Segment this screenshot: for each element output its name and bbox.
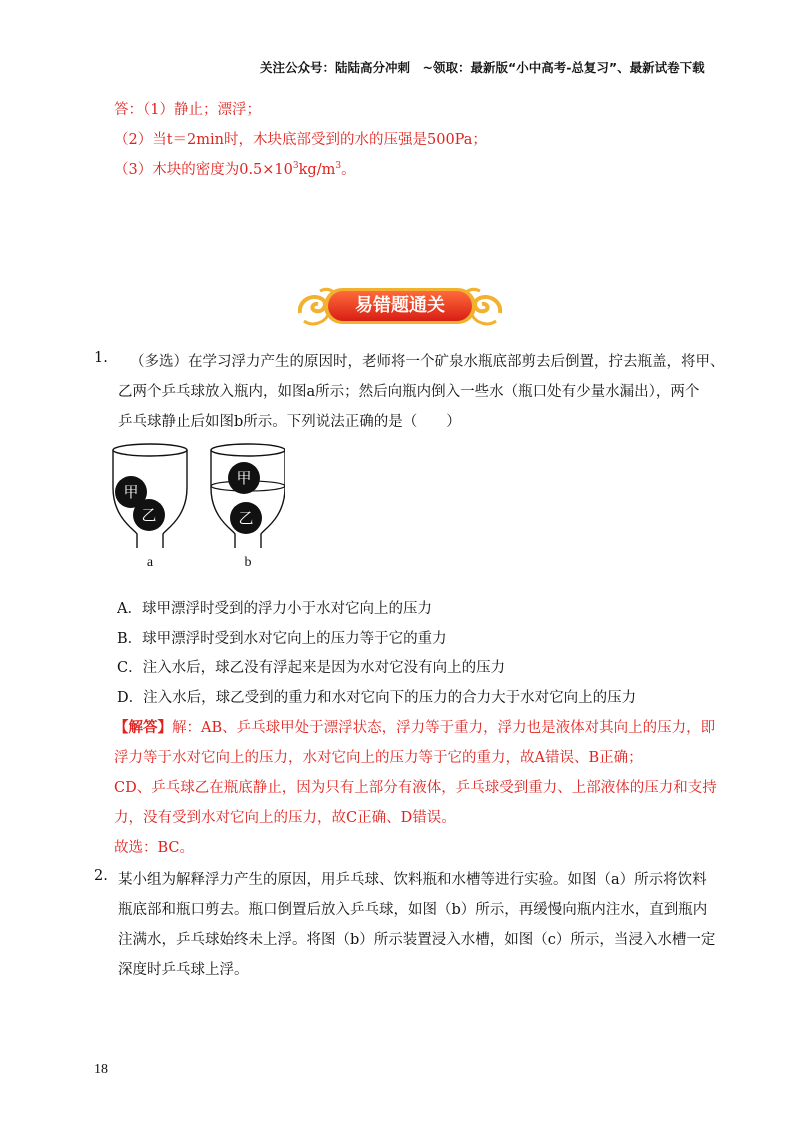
q1-figure <box>105 438 285 573</box>
bottle-b <box>211 444 285 548</box>
page-header: 关注公众号：陆陆高分冲刺 ~领取：最新版“小中高考-总复习”、最新试卷下载 <box>260 60 705 75</box>
ball-yi-a: 乙 <box>141 506 157 524</box>
q1-stem-line-2: 乙两个乒乓球放入瓶内，如图a所示；然后向瓶内倒入一些水（瓶口处有少量水漏出），两个 <box>118 384 700 400</box>
answer-line-1: 答：（1）静止；漂浮； <box>114 102 261 118</box>
banner-title: 易错题通关 <box>355 295 445 316</box>
q1-choice: 故选：BC。 <box>114 840 195 856</box>
q1-option-d: D．注入水后，球乙受到的重力和水对它向下的压力的合力大于水对它向上的压力 <box>117 690 637 706</box>
answer-line-3: （3）木块的密度为$0.5\times 10^3kg/m^3$。 <box>114 161 356 178</box>
ball-jia-b: 甲 <box>236 469 252 487</box>
q2-line-2: 瓶底部和瓶口剪去。瓶口倒置后放入乒乓球，如图（b）所示，再缓慢向瓶内注水，直到瓶内 <box>118 902 708 918</box>
q1-option-b: B．球甲漂浮时受到水对它向上的压力等于它的重力 <box>117 631 447 647</box>
q1-solution-line-4: 力，没有受到水对它向上的压力，故C正确、D错误。 <box>114 810 456 826</box>
q1-stem-line-3: 乒乓球静止后如图b所示。下列说法正确的是（ ） <box>118 414 461 430</box>
q1-number: 1. <box>94 350 108 366</box>
q1-option-c: C．注入水后，球乙没有浮起来是因为水对它没有向上的压力 <box>117 660 506 676</box>
page-number: 18 <box>94 1062 108 1077</box>
figure-label-a: a <box>146 555 154 570</box>
ball-jia-a: 甲 <box>123 483 139 501</box>
q1-solution-line-3: CD、乒乓球乙在瓶底静止，因为只有上部分有液体，乒乓球受到重力、上部液体的压力和支持 <box>114 780 717 796</box>
q1-option-a: A．球甲漂浮时受到的浮力小于水对它向上的压力 <box>117 601 432 617</box>
answer-line-2: （2）当t＝2min时，木块底部受到的水的压强是500Pa； <box>114 132 487 148</box>
q1-solution-line-1: 【解答】解：AB、乒乓球甲处于漂浮状态，浮力等于重力，浮力也是液体对其向上的压力，即 <box>114 719 716 736</box>
section-banner <box>298 283 502 329</box>
figure-label-b: b <box>244 555 252 570</box>
q1-stem-line-1: （多选）在学习浮力产生的原因时，老师将一个矿泉水瓶底部剪去后倒置，拧去瓶盖，将甲、 <box>130 354 725 370</box>
q2-line-1: 某小组为解释浮力产生的原因，用乒乓球、饮料瓶和水槽等进行实验。如图（a）所示将饮料 <box>118 872 707 888</box>
solution-tag: 【解答】 <box>114 719 172 736</box>
q2-line-4: 深度时乒乓球上浮。 <box>118 962 249 978</box>
ball-yi-b: 乙 <box>238 509 254 527</box>
bottle-a <box>113 444 187 548</box>
q2-number: 2. <box>94 868 108 884</box>
q1-solution-line-2: 浮力等于水对它向上的压力，水对它向上的压力等于它的重力，故A错误、B正确； <box>114 750 643 766</box>
q2-line-3: 注满水，乒乓球始终未上浮。将图（b）所示装置浸入水槽，如图（c）所示，当浸入水槽一定 <box>118 932 716 948</box>
